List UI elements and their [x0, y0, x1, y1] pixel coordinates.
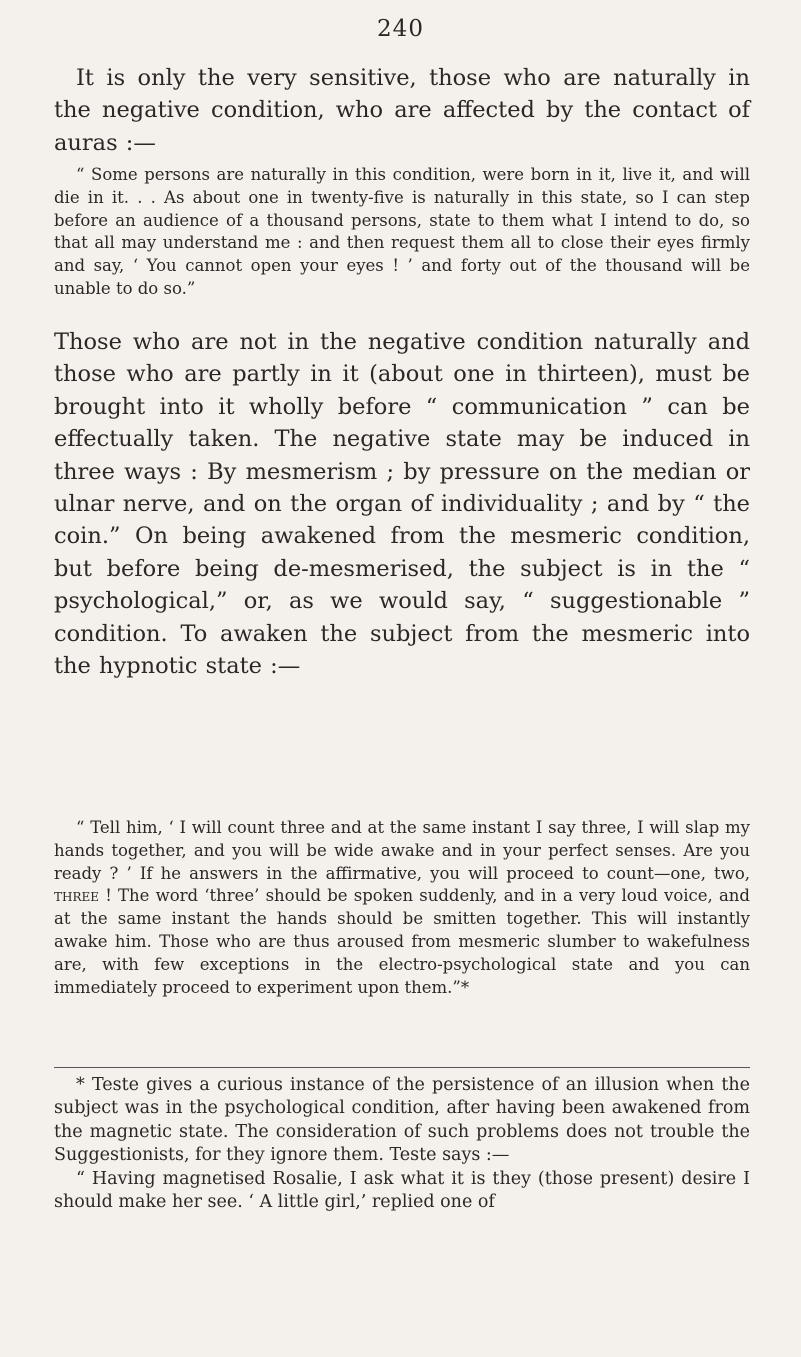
block-quote-one	[54, 164, 750, 301]
main-text-middle	[54, 326, 750, 682]
quote-negative-condition: “ Some persons are naturally in this condition, were born in it, live it, and will die in it. . . As about one in twenty-five is naturally in this state, so I can step before an audience of a thousand persons, state to them what I intend to do, so that all may understand me : and then request them all to close their eyes firmly and say, ‘ You cannot open your eyes ! ’ and forty out of the thousand will be unable to do so.”	[54, 165, 750, 298]
footnotes	[54, 1074, 750, 1214]
quote-awakening-part-two: ! The word ‘three’ should be spoken suddenly, and in a very loud voice, and at the same instant the hands should be smitten together. This will instantly awake him. Those who are thus aroused from mesmeric slumber to wakefulness are, with few exceptions in the electro-psychological state and you can immediately proceed to experiment upon them.”*	[54, 886, 750, 997]
paragraph-auras: It is only the very sensitive, those who are naturally in the negative condition, who are affected by the contact of auras :—	[54, 65, 750, 156]
page-number: 240	[377, 16, 424, 42]
block-quote-two	[54, 817, 750, 999]
footnote-rosalie: “ Having magnetised Rosalie, I ask what it is they (those present) desire I should make her see. ‘ A little girl,’ replied one of	[54, 1168, 750, 1213]
quote-awakening-part-one: “ Tell him, ‘ I will count three and at the same instant I say three, I will slap my hands together, and you will be wide awake and in your perfect senses. Are you ready ? ’ If he answers in the affirmative, you will proceed to count—one, two,	[54, 818, 750, 883]
paragraph-negative-state: Those who are not in the negative condition naturally and those who are partly in it (about one in thirteen), must be brought into it wholly before “ communication ” can be effectually taken. The negative state may be induced in three ways : By mesmerism ; by pressure on the median or ulnar nerve, and on the organ of individuality ; and by “ the coin.” On being awakened from the mesmeric condition, but before being de-mesmerised, the subject is in the “ psychological,” or, as we would say, “ suggestionable ” condition. To awaken the subject from the mesmeric into the hypnotic state :—	[54, 329, 750, 680]
main-text-top	[54, 62, 750, 159]
quote-awakening	[54, 817, 750, 999]
footnote-divider	[54, 1067, 750, 1068]
footnote-teste: * Teste gives a curious instance of the persistence of an illusion when the subject was in the psychological condition, after having been awakened from the magnetic state. The consideration of such problems does not trouble the Suggestionists, for they ignore them. Teste says :—	[54, 1075, 750, 1166]
quote-awakening-three: three	[54, 886, 100, 906]
